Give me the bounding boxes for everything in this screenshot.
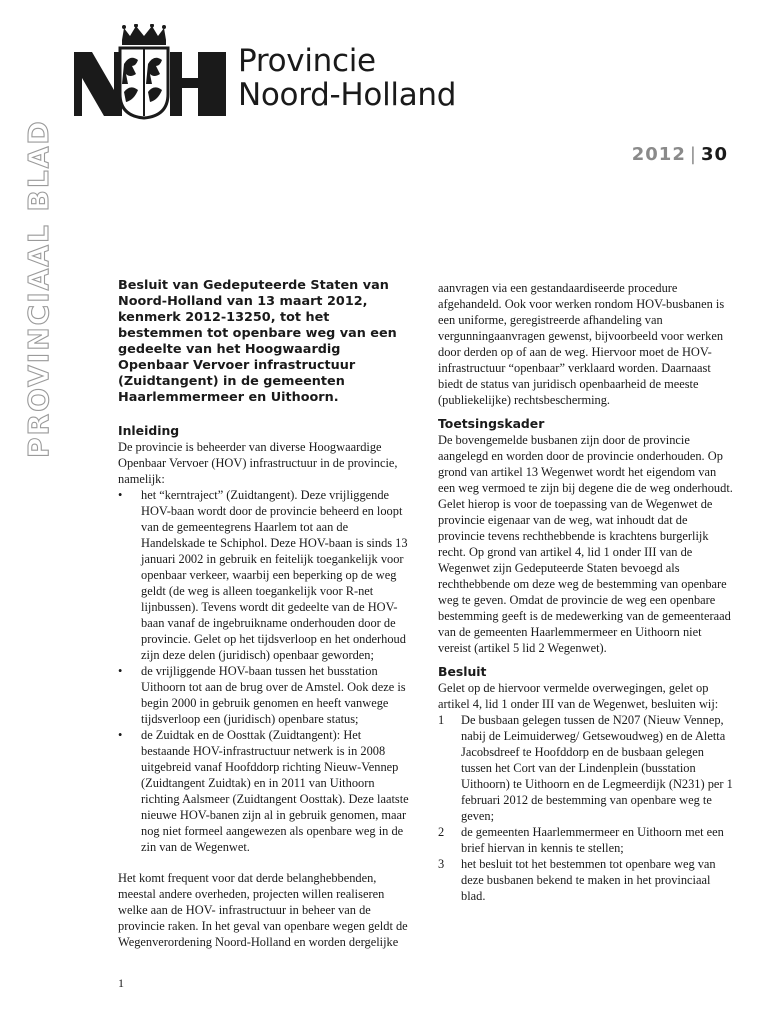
toetsingskader-paragraph: De bovengemelde busbanen zijn door de provincie aangelegd en worden door de provincie onderhouden. Op grond van artikel 13 Wegenwet wordt het eigendom van een weg vermoed te zijn bij degene die de weg onderhoudt. Gelet hierop is voor de toepassing van de Wegenwet de provincie eigenaar van de weg, wat inhoudt dat de provincie tevens rechthebbende is krachtens burgerlijk recht. Op grond van artikel 4, lid 1 onder III van de Wegenwet zijn Gedeputeerde Staten bevoegd als rechthebbende om deze weg de bestemming van openbare weg te geven. Omdat de provincie de weg een openbare bestemming geeft is de medewerking van de gemeenteraad van de gemeenten Haarlemmermeer en Uithoorn niet vereist (artikel 5 lid 2 Wegenwet). (438, 433, 733, 655)
bullet-marker: • (118, 728, 123, 742)
issue-year: 2012 (631, 144, 686, 165)
page-number: 1 (118, 976, 124, 990)
issue-number: 30 (700, 144, 728, 165)
left-column (118, 278, 410, 950)
closing-paragraph: Het komt frequent voor dat derde belanghebbenden, meestal andere overheden, projecten willen realiseren welke aan de HOV- infrastructuur in beheer van de provincie raken. In het geval van openbare wegen geldt de Wegenverordening Noord-Holland en worden dergelijke (118, 871, 408, 949)
list-item (118, 487, 410, 663)
noord-holland-logo-icon (72, 24, 228, 120)
intro-paragraph: De provincie is beheerder van diverse Hoogwaardige Openbaar Vervoer (HOV) infrastructuur in de provincie, namelijk: (118, 440, 398, 486)
list-item (438, 856, 736, 904)
org-name-line2: Noord-Holland (238, 77, 457, 113)
item-number: 1 (438, 713, 445, 727)
bullet-text: de Zuidtak en de Oosttak (Zuidtangent): Het bestaande HOV-infrastructuur netwerk is in 2008 uitgebreid vanaf Hoofddorp richting Nieuw-Vennep (Zuidtangent Zuidtak) en in 2011 van Uithoorn richting Aalsmeer (Zuidtangent Oosttak). Deze laatste nieuwe HOV-banen zijn al in gebruik genomen, maar nog niet formeel aangewezen als openbare weg in de zin van de Wegenwet. (141, 728, 409, 854)
section-heading-toetsingskader: Toetsingskader (438, 416, 545, 431)
section-heading-besluit: Besluit (438, 664, 487, 679)
item-number: 3 (438, 857, 445, 871)
side-label-provinciaal-blad: PROVINCIAAL BLAD (22, 119, 55, 458)
continuation-paragraph: aanvragen via een gestandaardiseerde procedure afgehandeld. Ook voor werken rondom HOV-busbanen is een uniforme, geregistreerde afhandeling van vergunningaanvragen gewenst, bijvoorbeeld voor werken door derden op of aan de weg. Hiervoor moet de HOV-infrastructuur “openbaar” verklaard worden. Daarnaast biedt de status van juridisch openbaarheid de meeste (publiekelijke) rechtsbescherming. (438, 281, 725, 407)
right-column (438, 280, 736, 904)
list-item (118, 663, 410, 727)
organization-name (238, 44, 456, 112)
org-name-line1: Provincie (238, 43, 376, 79)
item-text: het besluit tot het bestemmen tot openbare weg van deze busbanen bekend te maken in het provinciaal blad. (461, 857, 716, 903)
item-text: De busbaan gelegen tussen de N207 (Nieuw Vennep, nabij de Leimuiderweg/ Getsewoudweg) en de Aletta Jacobsdreef te Hoofddorp en de busbaan gelegen tussen het Cort van der Lindenplein (busstation Uithoorn) te Uithoorn en de Legmeerdijk (N231) per 1 februari 2012 de bestemming van openbare weg te geven; (461, 713, 733, 823)
bullet-marker: • (118, 488, 123, 502)
list-item (438, 712, 736, 824)
item-number: 2 (438, 825, 445, 839)
item-text: de gemeenten Haarlemmermeer en Uithoorn met een brief hiervan in kennis te stellen; (461, 825, 724, 855)
bullet-marker: • (118, 664, 123, 678)
decision-list (438, 712, 736, 904)
issue-reference (632, 144, 728, 165)
issue-separator: | (689, 144, 697, 165)
bullet-list (118, 487, 410, 855)
bullet-text: het “kerntraject” (Zuidtangent). Deze vrijliggende HOV-baan wordt door de provincie beheerd en loopt van de gemeentegrens Haarlem tot aan de Handelskade te Schiphol. Deze HOV-baan is sinds 13 januari 2002 in gebruik en feitelijk toegankelijk voor openbaar verkeer, waarbij een beperking op de weg geldt (de weg is alleen toegankelijk voor R-net lijnbussen). Tevens wordt dit gedeelte van de HOV-baan vanaf de ingebruikname onderhouden door de provincie. Gelet op het tijdsverloop en het onderhoud zijn deze delen (juridisch) openbaar geworden; (141, 488, 408, 662)
list-item (438, 824, 736, 856)
document-title: Besluit van Gedeputeerde Staten van Noord-Holland van 13 maart 2012, kenmerk 2012-13250, tot het bestemmen tot openbare weg van een gedeelte van het Hoogwaardig Openbaar Vervoer infrastructuur (Zuidtangent) in de gemeenten Haarlemmermeer en Uithoorn. (118, 278, 397, 405)
bullet-text: de vrijliggende HOV-baan tussen het busstation Uithoorn tot aan de brug over de Amstel. Ook deze is begin 2000 in gebruik genomen en heeft vanwege tijdsverloop een (juridisch) openbare status; (141, 664, 406, 726)
list-item (118, 727, 410, 855)
besluit-intro: Gelet op de hiervoor vermelde overwegingen, gelet op artikel 4, lid 1 onder III van de Wegenwet, besluiten wij: (438, 681, 719, 711)
section-heading-inleiding: Inleiding (118, 423, 180, 438)
